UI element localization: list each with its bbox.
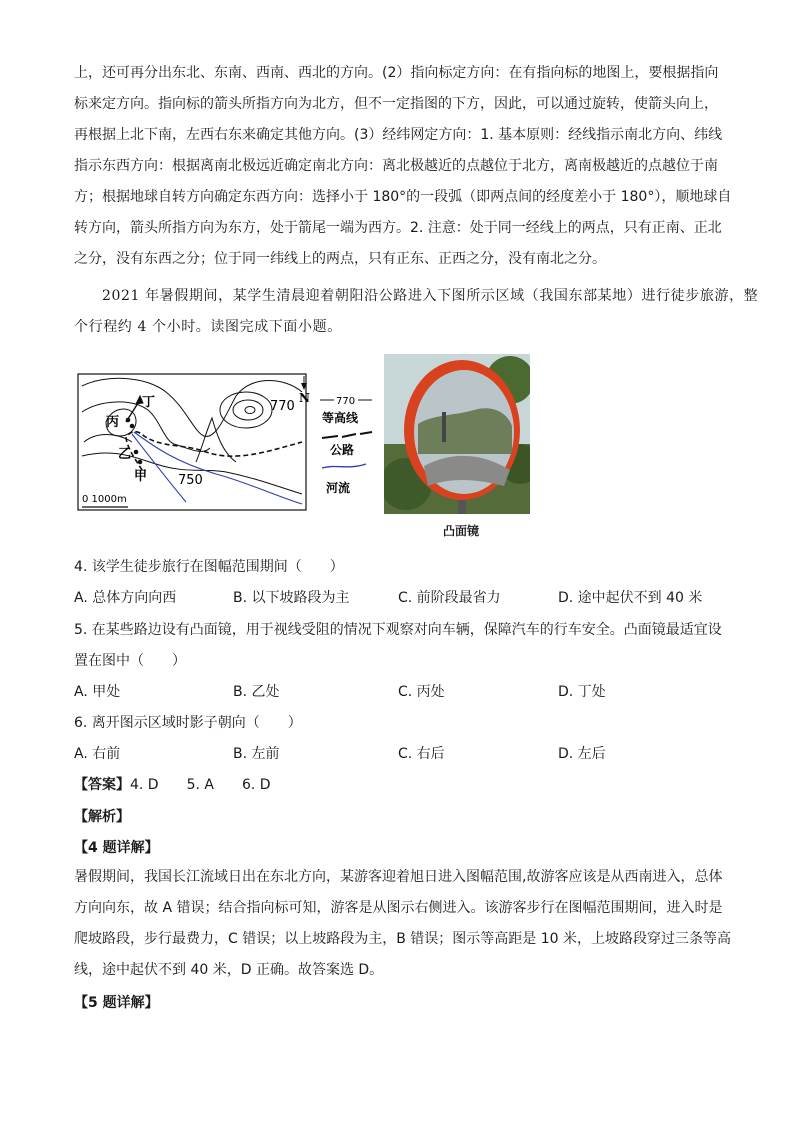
legend-river-line (322, 464, 366, 468)
route-dot (134, 450, 138, 454)
question-5-option-d: D. 丁处 (558, 684, 606, 700)
intro-line: 上，还可再分出东北、东南、西南、西北的方向。(2）指向标定方向：在有指向标的地图上，要根据指向 (74, 65, 719, 81)
question-5-option-c: C. 丙处 (398, 684, 445, 700)
question-5-stem-line-2: 置在图中（ ） (74, 653, 186, 669)
question-4-stem: 4. 该学生徒步旅行在图幅范围期间（ ） (74, 559, 344, 575)
legend-contour-label: 等高线 (322, 411, 359, 425)
intro-line: 标来定方向。指向标的箭头所指方向为北方，但不一定指图的下方，因此，可以通过旋转，使箭头向上， (74, 96, 718, 112)
legend-river-label: 河流 (326, 481, 351, 495)
intro-paragraph (74, 58, 732, 275)
q4-heading: 【4 题详解】 (74, 840, 159, 856)
map-frame (78, 374, 306, 510)
label-scale: 0 1000m (82, 494, 127, 505)
map-legend (320, 393, 372, 495)
intro-line: 转方向，箭头所指方向为东方，处于箭尾一端为西方。2. 注意：处于同一经线上的两点，只有正南、正北 (74, 220, 722, 236)
route-dot (130, 424, 134, 428)
legend-road-label: 公路 (330, 443, 355, 457)
label-ding: 丁 (142, 395, 156, 410)
q4-analysis-line: 爬坡路段，步行最费力，C 错误；以上坡路段为主，B 错误；图示等高距是 10 米，上坡路段穿过三条等高 (74, 931, 731, 947)
q4-analysis-line: 暑假期间，我国长江流域日出在东北方向，某游客迎着旭日进入图幅范围,故游客应该是从西南进入，总体 (74, 869, 723, 885)
answer-text: 4. D 5. A 6. D (130, 777, 271, 793)
convex-mirror-photo (384, 354, 530, 514)
legend-contour-value: 770 (336, 396, 356, 407)
contour-map-figure (76, 352, 376, 514)
answer-label: 【答案】 (74, 777, 130, 793)
question-6-option-d: D. 左后 (558, 746, 606, 762)
label-north: N (299, 391, 310, 405)
label-yi: 乙 (118, 447, 132, 462)
legend-road-line (322, 432, 372, 438)
answer-line (74, 774, 271, 794)
question-5-stem-line-1: 5. 在某些路边设有凸面镜，用于视线受阻的情况下观察对向车辆，保障汽车的行车安全。凸面镜最适宜设 (74, 622, 722, 638)
scenario-line-1: 2021 年暑假期间，某学生清晨迎着朝阳沿公路进入下图所示区域（我国东部某地）进行徒步旅游，整 (102, 288, 759, 304)
question-4-option-a: A. 总体方向向西 (74, 590, 177, 606)
analysis-label: 【解析】 (74, 809, 130, 825)
question-6-option-b: B. 左前 (233, 746, 280, 762)
q5-heading: 【5 题详解】 (74, 995, 159, 1011)
intro-line: 再根据上北下南，左西右东来确定其他方向。(3）经纬网定方向：1. 基本原则：经线指示南北方向、纬线 (74, 127, 723, 143)
label-contour-770: 770 (270, 399, 295, 414)
question-4-option-c: C. 前阶段最省力 (398, 590, 501, 606)
q4-analysis-line: 方向向东，故 A 错误；结合指向标可知，游客是从图示右侧进入。该游客步行在图幅范围期间，进入时是 (74, 900, 723, 916)
label-bing: 丙 (106, 415, 120, 430)
q4-analysis-paragraph (74, 862, 731, 986)
scenario-line-2: 个行程约 4 个小时。读图完成下面小题。 (74, 319, 342, 335)
question-5-option-b: B. 乙处 (233, 684, 280, 700)
question-6-option-a: A. 右前 (74, 746, 121, 762)
route-dot (138, 460, 142, 464)
question-5-option-a: A. 甲处 (74, 684, 121, 700)
label-contour-750: 750 (178, 473, 203, 488)
label-jia: 甲 (134, 469, 148, 484)
mirror-pole (442, 412, 446, 442)
intro-line: 指示东西方向：根据离南北极远近确定南北方向：离北极越近的点越位于北方，离南极越近的点越位于南 (74, 158, 718, 174)
intro-line: 之分，没有东西之分；位于同一纬线上的两点，只有正东、正西之分，没有南北之分。 (74, 251, 606, 267)
mirror-post (458, 500, 466, 514)
route-dot (126, 418, 130, 422)
question-6-stem: 6. 离开图示区域时影子朝向（ ） (74, 715, 302, 731)
question-4-option-d: D. 途中起伏不到 40 米 (558, 590, 703, 606)
question-4-option-b: B. 以下坡路段为主 (233, 590, 350, 606)
photo-caption: 凸面镜 (443, 524, 480, 538)
intro-line: 方；根据地球自转方向确定东西方向：选择小于 180°的一段弧（即两点间的经度差小于 180°），顺地球自 (74, 189, 732, 205)
question-6-option-c: C. 右后 (398, 746, 445, 762)
q4-analysis-line: 线，途中起伏不到 40 米，D 正确。故答案选 D。 (74, 962, 384, 978)
